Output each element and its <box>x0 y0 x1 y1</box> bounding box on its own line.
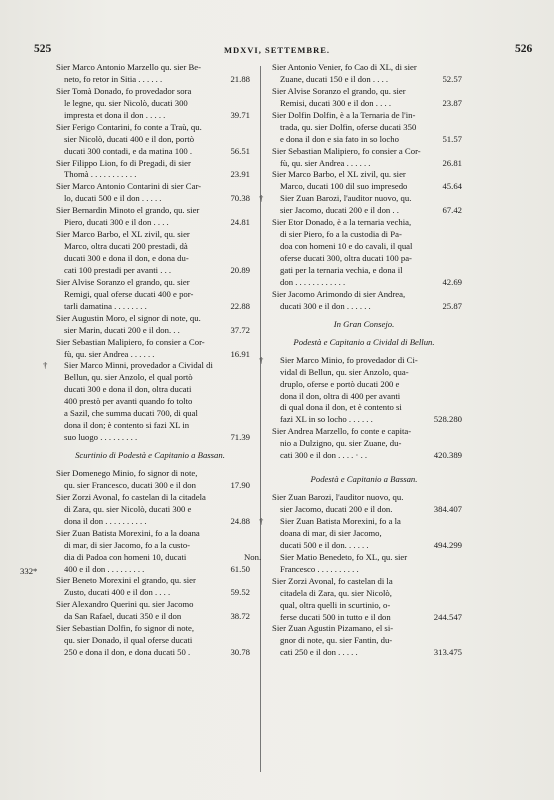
ledger-entry <box>266 217 462 289</box>
vote-count: 30.78 <box>230 647 250 658</box>
entry-line: Sier Zuan Barozi, l'auditor nuovo, qu. <box>272 492 404 503</box>
entry-line: ducati 500 e il don. . . . . . 494.299 <box>280 539 462 550</box>
entry-line: cati 250 e il don . . . . . 313.475 <box>280 647 462 658</box>
entry-line: Sier Sebastian Malipiero, fo consier a Cor- <box>272 145 421 156</box>
vote-count: 313.475 <box>433 647 462 658</box>
ledger-entry <box>266 623 462 659</box>
entry-line: di mar, di sier Jacomo, fo a la custo- <box>64 539 191 550</box>
entry-line: dona il don; è contento si fazi XL in <box>64 420 190 431</box>
vote-count: 45.64 <box>442 181 462 192</box>
entry-line: Sier Zuan Batista Morexini, fo a la <box>280 516 401 526</box>
entry-line: gati per la ternaria vechia, e dona il <box>280 264 403 275</box>
entry-line: sier Jacomo, ducati 200 e il don . . 67.42 <box>280 205 462 216</box>
entry-line: Piero, ducati 300 e il don . . . . 24.81 <box>64 217 250 228</box>
entry-line: Sier Marco Barbo, el XL zivil, qu. sier <box>56 229 190 240</box>
entry-line: Marco, oltra ducati 200 prestadi, dà <box>64 241 188 252</box>
ledger-entry <box>50 62 250 86</box>
vote-count: 244.547 <box>433 611 462 622</box>
vote-count: 528.280 <box>433 414 462 425</box>
elected-dagger: † <box>259 193 264 204</box>
ledger-entry <box>50 575 250 599</box>
entry-line: di qual dona il don, et è contento si <box>280 402 402 413</box>
ledger-entry <box>50 277 250 313</box>
section-heading: Scurtinio di Podestà e Capitanio a Bassan. <box>75 450 225 460</box>
column-divider <box>259 66 264 772</box>
entry-line: qual, oltra quelli in scurtinio, o- <box>280 599 391 610</box>
vote-count: 39.71 <box>230 109 250 120</box>
entry-line: dia di Padoa con homeni 10, ducati <box>64 551 187 562</box>
entry-line: da San Rafael, ducati 350 e il don 38.72 <box>64 611 250 622</box>
entry-line: Sier Zorzi Avonal, fo castelan di la citadela <box>56 491 206 502</box>
ledger-entry <box>266 86 462 110</box>
entry-line: Sier Dolfin Dolfin, è a la Ternaria de l'in- <box>272 109 416 120</box>
vote-count: 59.52 <box>230 587 250 598</box>
entry-line: 400 e il don . . . . . . . . . 61.50 <box>64 563 250 574</box>
entry-line: doa con homeni 10 e do cavali, il qual <box>280 241 413 252</box>
vote-count: 21.88 <box>230 73 250 84</box>
entry-line: ducati 300 contadi, e da matina 100 . 56.51 <box>64 145 250 156</box>
entry-line: trada, qu. sier Dolfin, oferse ducati 350 <box>280 121 417 132</box>
entry-line: Sier Matio Benedeto, fo XL, qu. sier <box>280 551 408 562</box>
entry-line: druplo, oferse e portò ducati 200 e <box>280 378 400 389</box>
entry-line: Remisi, ducati 300 e il don . . . . 23.87 <box>280 97 462 108</box>
entry-line: fù, qu. sier Andrea . . . . . . 26.81 <box>280 157 462 168</box>
entry-line: lo, ducati 500 e il don . . . . . 70.38 <box>64 193 250 204</box>
vote-count: 22.88 <box>230 300 250 311</box>
vote-count: 420.389 <box>433 450 462 461</box>
entry-line: a Sazil, che summa ducati 700, di qual <box>64 408 198 419</box>
entry-line: 400 prestò per avanti quando fo tolto <box>64 396 193 407</box>
entry-line: dona il don, oltra di 400 per avanti <box>280 390 401 401</box>
entry-line: ferse ducati 500 in tutto e il don 244.547 <box>280 611 462 622</box>
vote-count: 70.38 <box>230 193 250 204</box>
entry-line: neto, fo retor in Sitia . . . . . . 21.88 <box>64 73 250 84</box>
ledger-entry <box>50 122 250 158</box>
entry-line: Sier Ferigo Contarini, fo conte a Traù, qu. <box>56 121 202 132</box>
entry-line: Sier Jacomo Arimondo di sier Andrea, <box>272 288 406 299</box>
entry-line: suo luogo . . . . . . . . . 71.39 <box>64 432 250 443</box>
ledger-entry <box>266 169 462 193</box>
ledger-entry <box>266 110 462 146</box>
ledger-entry <box>50 492 250 528</box>
ledger-entry <box>244 551 462 576</box>
entry-line: Sier Domenego Minio, fo signor di note, <box>56 468 198 478</box>
entry-line: Sier Bernardin Minoto el grando, qu. sier <box>56 205 200 216</box>
entry-line: Sier Antonio Venier, fo Cao di XL, di sier <box>272 62 417 72</box>
entry-line: Sier Sebastian Dolfin, fo signor di note, <box>56 623 195 634</box>
entry-line: Sier Marco Antonio Marzello qu. sier Be- <box>56 62 201 72</box>
left-page-number: 525 <box>34 43 52 55</box>
entry-line: Sier Zuan Batista Morexini, fo a la doana <box>56 527 200 538</box>
entry-line: sier Marin, ducati 200 e il don. . . 37.72 <box>64 324 250 335</box>
entry-line: Sier Marco Barbo, el XL zivil, qu. sier <box>272 169 406 180</box>
entry-line: Sier Etor Donado, è a la ternaria vechia, <box>272 217 412 228</box>
entry-line: Sier Alexandro Querini qu. sier Jacomo <box>56 599 194 610</box>
vote-count: 494.299 <box>433 539 462 550</box>
spacer <box>266 462 462 474</box>
entry-line: fazi XL in so locho . . . . . . 528.280 <box>280 414 462 425</box>
entry-line: 250 e dona il don, e dona ducati 50 . 30.78 <box>64 647 250 658</box>
entry-line: fù, qu. sier Andrea . . . . . . 16.91 <box>64 348 250 359</box>
ledger-entry <box>50 468 250 492</box>
entry-line: doana di mar, di sier Jacomo, <box>280 527 382 538</box>
vote-count: 20.89 <box>230 264 250 275</box>
ledger-entry <box>266 289 462 313</box>
ledger-entry <box>266 146 462 170</box>
section-heading: Podestà e Capitanio a Bassan. <box>310 474 418 485</box>
elected-dagger: † <box>43 360 48 371</box>
ledger-entry <box>50 528 250 576</box>
entry-line: sier Jacomo, ducati 200 e il don. 384.407 <box>280 504 462 515</box>
vote-count: 42.69 <box>442 276 462 287</box>
vote-count: 17.90 <box>230 479 250 490</box>
entry-line: e dona il don e sia fato in so locho 51.57 <box>280 133 462 144</box>
entry-prefix: Non. <box>244 551 262 562</box>
entry-line: di Zara, qu. sier Nicolò, ducati 300 e <box>64 503 192 514</box>
vote-count: 25.87 <box>442 300 462 311</box>
entry-line: oferse ducati 300, oltra ducati 100 pa- <box>280 253 412 263</box>
entry-line: gnor di note, qu. sier Fantin, du- <box>280 635 393 646</box>
left-column <box>43 62 250 659</box>
entry-line: Sier Zuan Agustin Pizamano, el si- <box>272 623 394 634</box>
ledger-entry <box>43 360 250 444</box>
ledger-entry <box>266 576 462 624</box>
ledger-entry <box>266 62 462 86</box>
ledger-entry <box>266 492 462 516</box>
entry-line: Zusto, ducati 400 e il don . . . . 59.52 <box>64 587 250 598</box>
entry-line: Sier Zorzi Avonal, fo castelan di la <box>272 575 393 586</box>
entry-line: Sier Marco Minio, fo provedador di Ci- <box>280 354 418 365</box>
entry-line: Sier Sebastian Malipiero, fo consier a Cor- <box>56 336 205 347</box>
entry-line: ducati 300 e dona il don, oltra ducati <box>64 384 192 395</box>
entry-line: Sier Andrea Marzello, fo conte e capita- <box>272 426 412 437</box>
entry-line: qu. sier Francesco, ducati 300 e il don 17.90 <box>64 479 250 490</box>
entry-line: Sier Alvise Soranzo el grando, qu. sier <box>56 276 190 287</box>
entry-line: Sier Zuan Barozi, l'auditor nuovo, qu. <box>280 193 412 204</box>
section-heading: Podestà e Capitanio a Cividal di Bellun. <box>293 336 435 347</box>
entry-line: cati 300 e il don . . . . · . . 420.389 <box>280 450 462 461</box>
page-header <box>0 43 554 59</box>
entry-line: Sier Alvise Soranzo el grando, qu. sier <box>272 85 406 96</box>
section-heading: In Gran Consejo. <box>333 318 395 329</box>
entry-line: Remigi, qual oferse ducati 400 e por- <box>64 288 194 299</box>
entry-line: Marco, ducati 100 dil suo impresedo 45.64 <box>280 181 462 192</box>
entry-line: di sier Piero, fo a la custodia di Pa- <box>280 229 402 240</box>
entry-line: Sier Filippo Lion, fo di Pregadi, di sier <box>56 157 191 168</box>
entry-line: ducati 300 e dona il don, e dona du- <box>64 253 189 263</box>
entry-line: vidal di Bellun, qu. sier Anzolo, qua- <box>280 366 409 377</box>
entry-line: Sier Marco Minni, provedador a Cividal di <box>64 360 213 371</box>
ledger-entry <box>50 205 250 229</box>
vote-count: 56.51 <box>230 145 250 156</box>
ledger-entry <box>50 158 250 182</box>
right-page-number: 526 <box>515 43 533 55</box>
vote-count: 67.42 <box>442 205 462 216</box>
entry-line: Sier Augustin Moro, el signor di note, qu. <box>56 312 201 323</box>
vote-count: 37.72 <box>230 324 250 335</box>
ledger-entry <box>259 193 462 217</box>
running-title: MDXVI, SETTEMBRE. <box>223 45 331 55</box>
vote-count: 61.50 <box>230 563 250 574</box>
ledger-entry <box>259 516 462 552</box>
entry-line: Zuane, ducati 150 e il don . . . . 52.57 <box>280 73 462 84</box>
entry-line: don . . . . . . . . . . . . 42.69 <box>280 276 462 287</box>
ledger-entry <box>259 354 462 427</box>
elected-dagger: † <box>259 516 264 526</box>
ledger-entry <box>50 181 250 205</box>
entry-line: dona il don . . . . . . . . . . 24.88 <box>64 515 250 526</box>
entry-line: Thomà . . . . . . . . . . . 23.91 <box>64 169 250 180</box>
ledger-entry <box>266 426 462 462</box>
vote-count: 24.88 <box>230 515 250 526</box>
vote-count: 23.87 <box>442 97 462 108</box>
entry-line: Sier Beneto Morexini el grando, qu. sier <box>56 575 196 586</box>
vote-count: 71.39 <box>230 432 250 443</box>
vote-count: 16.91 <box>230 348 250 359</box>
vote-count: 24.81 <box>230 217 250 228</box>
ledger-entry <box>50 229 250 277</box>
entry-line: Sier Marco Antonio Contarini di sier Car- <box>56 181 202 192</box>
entry-line: Sier Tomà Donado, fo provedador sora <box>56 85 192 96</box>
ledger-entry <box>50 599 250 623</box>
entry-line: nio a Dulzigno, qu. sier Zuane, du- <box>280 438 402 449</box>
vote-count: 26.81 <box>442 157 462 168</box>
entry-line: tarli damatina . . . . . . . . 22.88 <box>64 300 250 311</box>
entry-line: Francesco . . . . . . . . . . <box>280 563 359 574</box>
ledger-entry <box>50 86 250 122</box>
entry-line: Bellun, qu. sier Anzolo, el qual portò <box>64 372 193 383</box>
ledger-entry <box>50 623 250 659</box>
vote-count: 51.57 <box>442 133 462 144</box>
entry-line: qu. sier Donado, il qual oferse ducati <box>64 635 193 646</box>
entry-line: citadela di Zara, qu. sier Nicolò, <box>280 587 392 598</box>
elected-dagger: † <box>259 354 264 365</box>
entry-line: impresta et dona il don . . . . . 39.71 <box>64 109 250 120</box>
ledger-entry <box>50 337 250 361</box>
vote-count: 384.407 <box>433 504 462 515</box>
entry-line: ducati 300 e il don . . . . . . 25.87 <box>280 300 462 311</box>
vote-count: 38.72 <box>230 611 250 622</box>
entry-line: sier Nicolò, ducati 400 e il don, portò <box>64 133 195 144</box>
ledger-entry <box>50 313 250 337</box>
entry-line: le legne, qu. sier Nicolò, ducati 300 <box>64 97 188 108</box>
vote-count: 52.57 <box>442 73 462 84</box>
entry-line: cati 100 prestadi per avanti . . . 20.89 <box>64 264 250 275</box>
vote-count: 23.91 <box>230 169 250 180</box>
right-column <box>244 62 462 659</box>
margin-note: 332* <box>20 566 38 576</box>
